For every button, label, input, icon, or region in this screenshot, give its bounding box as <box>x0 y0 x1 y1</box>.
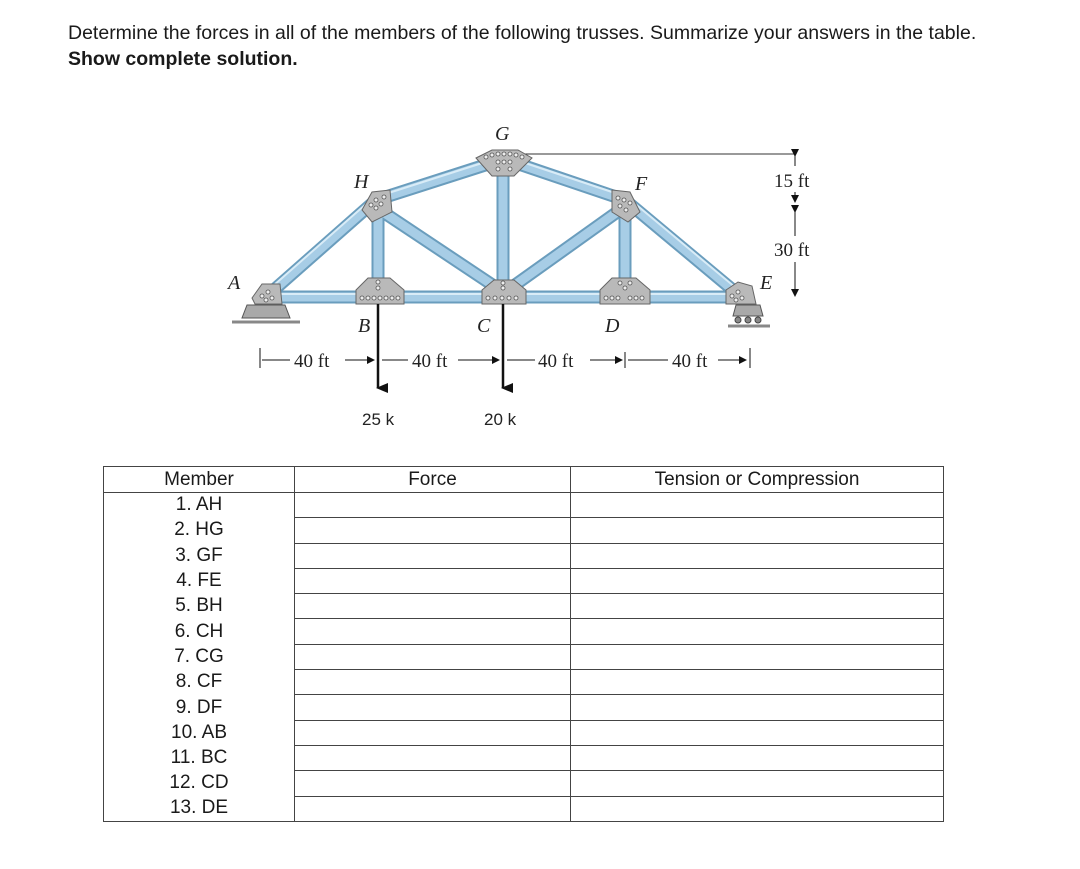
force-cell[interactable] <box>295 644 571 669</box>
force-cell[interactable] <box>295 796 571 821</box>
span-label-1: 40 ft <box>294 351 330 372</box>
span-labels <box>294 351 708 372</box>
force-cell[interactable] <box>295 695 571 720</box>
tension-compression-cell[interactable] <box>571 543 944 568</box>
force-cell[interactable] <box>295 619 571 644</box>
tension-compression-cell[interactable] <box>571 594 944 619</box>
table-header-row <box>104 467 944 493</box>
tension-compression-cell[interactable] <box>571 644 944 669</box>
tension-compression-cell[interactable] <box>571 771 944 796</box>
member-cell: 5. BH <box>104 594 295 619</box>
support-pin-A <box>232 305 300 322</box>
table-row <box>104 644 944 669</box>
tension-compression-cell[interactable] <box>571 670 944 695</box>
force-cell[interactable] <box>295 720 571 745</box>
answer-table <box>103 466 944 822</box>
header-tension-compression: Tension or Compression <box>571 467 944 493</box>
instructions-text: Determine the forces in all of the members of the following trusses. Summarize your answers in the table. <box>68 22 977 44</box>
member-cell: 13. DE <box>104 796 295 821</box>
height-labels <box>774 171 810 261</box>
load-label-B: 25 k <box>362 410 395 429</box>
member-CH <box>380 210 500 290</box>
force-cell[interactable] <box>295 745 571 770</box>
tension-compression-cell[interactable] <box>571 619 944 644</box>
joint-label-G: G <box>495 123 510 145</box>
member-cell: 12. CD <box>104 771 295 796</box>
load-label-C: 20 k <box>484 410 517 429</box>
member-cell: 8. CF <box>104 670 295 695</box>
tension-compression-cell[interactable] <box>571 493 944 518</box>
span-label-4: 40 ft <box>672 351 708 372</box>
force-cell[interactable] <box>295 771 571 796</box>
table-row <box>104 771 944 796</box>
height-label-30ft: 30 ft <box>774 240 810 261</box>
height-label-15ft: 15 ft <box>774 171 810 192</box>
tension-compression-cell[interactable] <box>571 796 944 821</box>
instructions-bold: Show complete solution. <box>68 48 298 70</box>
span-label-3: 40 ft <box>538 351 574 372</box>
joint-label-A: A <box>228 272 241 294</box>
member-cell: 4. FE <box>104 568 295 593</box>
table-row <box>104 543 944 568</box>
force-cell[interactable] <box>295 594 571 619</box>
load-labels <box>362 410 517 429</box>
joint-label-C: C <box>477 315 491 337</box>
header-force: Force <box>295 467 571 493</box>
table-row <box>104 796 944 821</box>
tension-compression-cell[interactable] <box>571 720 944 745</box>
table-row <box>104 720 944 745</box>
table-row <box>104 695 944 720</box>
joint-label-D: D <box>605 315 620 337</box>
member-CF <box>508 210 620 290</box>
member-cell: 2. HG <box>104 518 295 543</box>
table-row <box>104 745 944 770</box>
member-cell: 7. CG <box>104 644 295 669</box>
table-row <box>104 594 944 619</box>
member-cell: 3. GF <box>104 543 295 568</box>
force-cell[interactable] <box>295 543 571 568</box>
force-cell[interactable] <box>295 568 571 593</box>
member-cell: 11. BC <box>104 745 295 770</box>
joint-label-F: F <box>635 173 648 195</box>
header-member: Member <box>104 467 295 493</box>
support-roller-E <box>728 305 770 326</box>
joint-label-B: B <box>358 315 371 337</box>
tension-compression-cell[interactable] <box>571 568 944 593</box>
force-cell[interactable] <box>295 493 571 518</box>
tension-compression-cell[interactable] <box>571 518 944 543</box>
joint-label-E: E <box>760 272 773 294</box>
member-cell: 1. AH <box>104 493 295 518</box>
span-label-2: 40 ft <box>412 351 448 372</box>
joint-label-H: H <box>354 171 369 193</box>
table-row <box>104 670 944 695</box>
member-cell: 10. AB <box>104 720 295 745</box>
table-row <box>104 518 944 543</box>
member-AH <box>267 200 376 296</box>
member-cell: 9. DF <box>104 695 295 720</box>
force-cell[interactable] <box>295 670 571 695</box>
tension-compression-cell[interactable] <box>571 745 944 770</box>
tension-compression-cell[interactable] <box>571 695 944 720</box>
table-row <box>104 493 944 518</box>
force-cell[interactable] <box>295 518 571 543</box>
member-cell: 6. CH <box>104 619 295 644</box>
table-row <box>104 619 944 644</box>
member-FE <box>625 200 740 296</box>
table-row <box>104 568 944 593</box>
